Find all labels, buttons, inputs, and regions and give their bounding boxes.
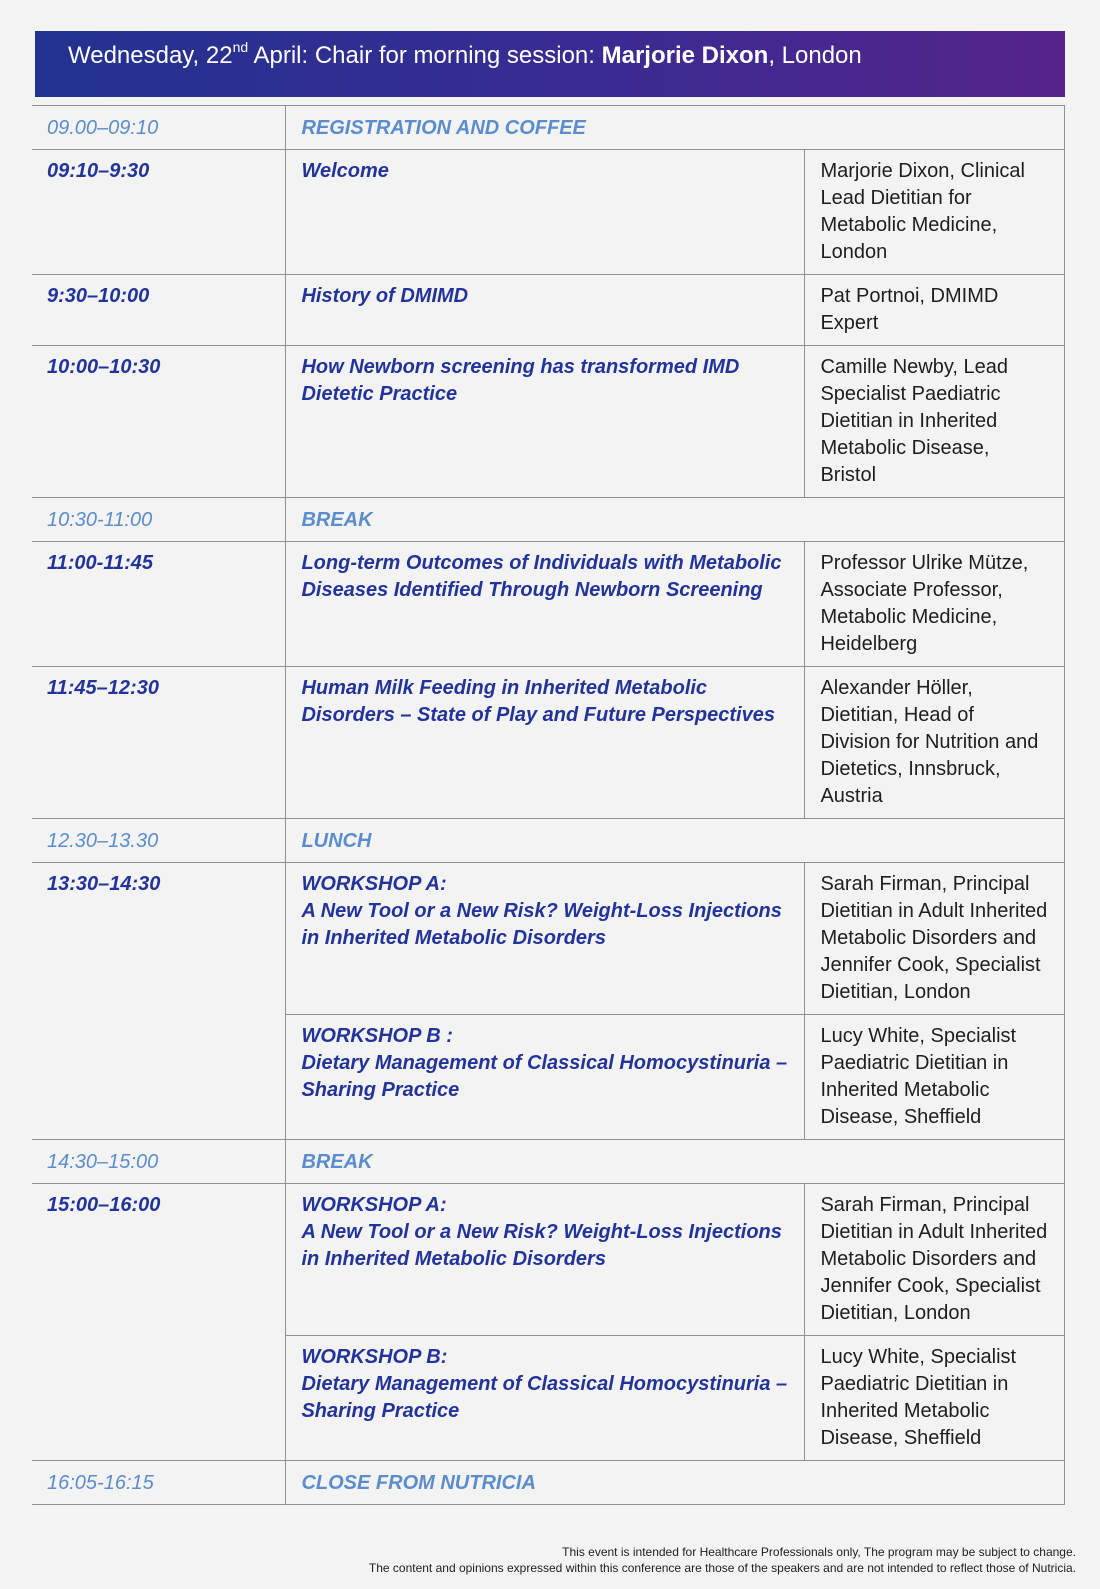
header-date: Wednesday, 22 (68, 42, 233, 69)
session-speaker: Lucy White, Specialist Paediatric Dietitian in Inherited Metabolic Disease, Sheffield (805, 1336, 1065, 1461)
workshop-topic: A New Tool or a New Risk? Weight-Loss Injections in Inherited Metabolic Disorders (301, 1221, 782, 1270)
agenda-row (32, 542, 1065, 667)
session-speaker: Sarah Firman, Principal Dietitian in Adult Inherited Metabolic Disorders and Jennifer Cook, Specialist Dietitian, London (805, 1184, 1065, 1336)
agenda-row (32, 863, 1065, 1015)
header-chair-name: Marjorie Dixon (601, 42, 769, 69)
session-time: 13:30–14:30 (32, 863, 286, 1140)
page-header (35, 31, 1065, 97)
header-chair-label: April: Chair for morning session: (248, 42, 602, 69)
agenda-row (32, 106, 1065, 150)
workshop-b-title (286, 1336, 805, 1461)
session-speaker: Professor Ulrike Mütze, Associate Professor, Metabolic Medicine, Heidelberg (805, 542, 1065, 667)
session-title: REGISTRATION AND COFFEE (286, 106, 1065, 150)
session-speaker: Alexander Höller, Dietitian, Head of Division for Nutrition and Dietetics, Innsbruck, Austria (805, 667, 1065, 819)
agenda-row (32, 150, 1065, 275)
session-title: LUNCH (286, 819, 1065, 863)
session-title: BREAK (286, 1140, 1065, 1184)
agenda-row (32, 346, 1065, 498)
session-title: CLOSE FROM NUTRICIA (286, 1461, 1065, 1505)
footer-line: This event is intended for Healthcare Professionals only, The program may be subject to change. (562, 1545, 1076, 1559)
header-date-suffix: nd (232, 39, 249, 55)
workshop-label: WORKSHOP A: (301, 873, 447, 895)
session-title: How Newborn screening has transformed IMD Dietetic Practice (286, 346, 805, 498)
session-time: 11:45–12:30 (32, 667, 286, 819)
agenda-row (32, 1461, 1065, 1505)
session-speaker: Lucy White, Specialist Paediatric Dietitian in Inherited Metabolic Disease, Sheffield (805, 1015, 1065, 1140)
agenda-row (32, 819, 1065, 863)
session-time: 10:30-11:00 (32, 498, 286, 542)
footer-line: The content and opinions expressed within this conference are those of the speakers and are not intended to reflect those of Nutricia. (368, 1561, 1076, 1575)
workshop-topic: Dietary Management of Classical Homocystinuria – Sharing Practice (301, 1373, 788, 1422)
agenda-table (32, 105, 1065, 1505)
session-time: 14:30–15:00 (32, 1140, 286, 1184)
workshop-label: WORKSHOP B : (301, 1025, 453, 1047)
workshop-label: WORKSHOP B: (301, 1346, 448, 1368)
session-title: Welcome (286, 150, 805, 275)
footer-disclaimer (369, 1544, 1076, 1576)
session-speaker: Pat Portnoi, DMIMD Expert (805, 275, 1065, 346)
workshop-topic: Dietary Management of Classical Homocystinuria – Sharing Practice (301, 1052, 788, 1101)
workshop-topic: A New Tool or a New Risk? Weight-Loss Injections in Inherited Metabolic Disorders (301, 900, 782, 949)
header-location: , London (768, 42, 862, 69)
session-speaker: Marjorie Dixon, Clinical Lead Dietitian for Metabolic Medicine, London (805, 150, 1065, 275)
workshop-a-title (286, 863, 805, 1015)
session-time: 09.00–09:10 (32, 106, 286, 150)
session-title: History of DMIMD (286, 275, 805, 346)
session-time: 09:10–9:30 (32, 150, 286, 275)
session-time: 11:00-11:45 (32, 542, 286, 667)
session-time: 15:00–16:00 (32, 1184, 286, 1461)
workshop-a-title (286, 1184, 805, 1336)
session-speaker: Sarah Firman, Principal Dietitian in Adult Inherited Metabolic Disorders and Jennifer Cook, Specialist Dietitian, London (805, 863, 1065, 1015)
session-title: Long-term Outcomes of Individuals with Metabolic Diseases Identified Through Newborn Screening (286, 542, 805, 667)
workshop-b-title (286, 1015, 805, 1140)
session-title: Human Milk Feeding in Inherited Metabolic Disorders – State of Play and Future Perspectives (286, 667, 805, 819)
agenda-row (32, 498, 1065, 542)
agenda-row (32, 667, 1065, 819)
session-title: BREAK (286, 498, 1065, 542)
workshop-label: WORKSHOP A: (301, 1194, 447, 1216)
session-time: 9:30–10:00 (32, 275, 286, 346)
session-time: 12.30–13.30 (32, 819, 286, 863)
session-time: 16:05-16:15 (32, 1461, 286, 1505)
session-speaker: Camille Newby, Lead Specialist Paediatric Dietitian in Inherited Metabolic Disease, Bristol (805, 346, 1065, 498)
agenda-row (32, 1140, 1065, 1184)
agenda-row (32, 275, 1065, 346)
agenda-row (32, 1184, 1065, 1336)
session-time: 10:00–10:30 (32, 346, 286, 498)
